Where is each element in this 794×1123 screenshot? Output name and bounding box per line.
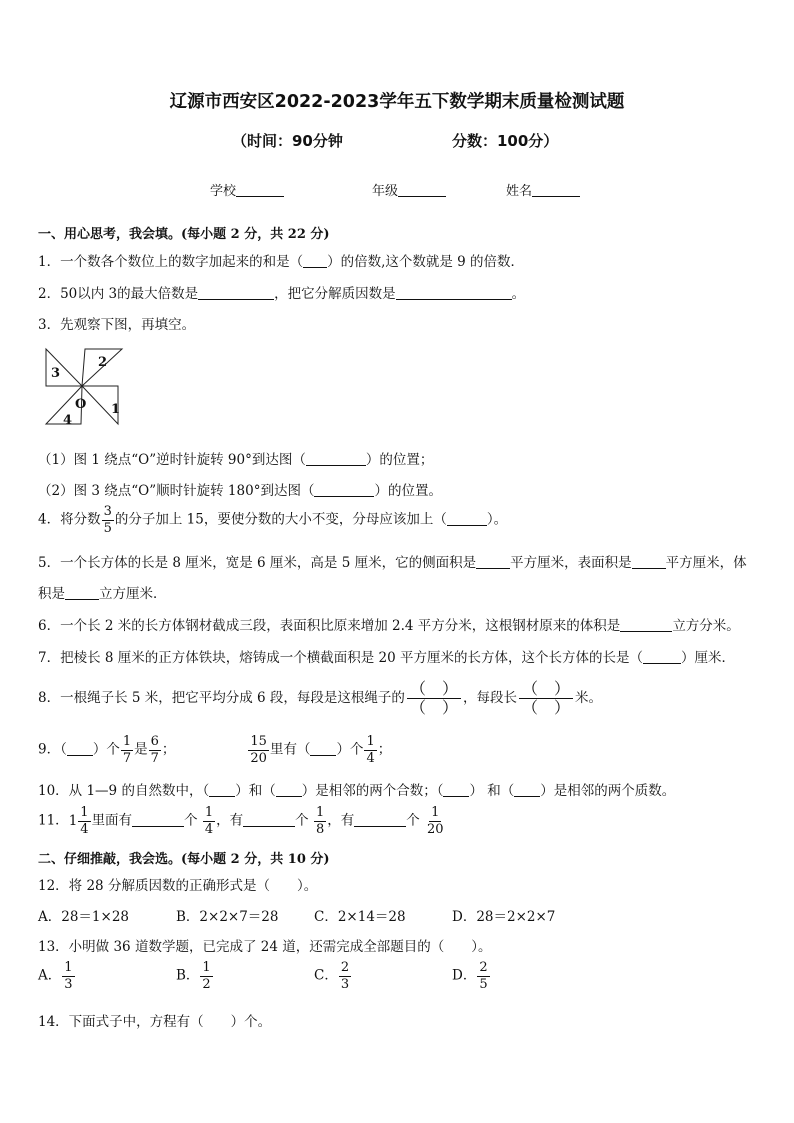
question-8: 8．一根绳子长 5 米，把它平均分成 6 段，每段是这根绳子的 （ ） （ ） ，每段长 （ ） （ ） 米。 (38, 679, 602, 717)
question-14: 14．下面式子中，方程有（ ）个。 (38, 1014, 272, 1030)
question-1: 1．一个数各个数位上的数字加起来的和是（ ）的倍数,这个数就是 9 的倍数． (38, 254, 525, 270)
score-label: 分数：100分） (452, 132, 559, 150)
option-b: B． $\frac{1}{2}$ (176, 960, 211, 992)
option-d: D．28＝2×2×7 (452, 909, 556, 925)
option-d: D． $\frac{2}{5}$ (452, 960, 488, 992)
question-5-line-2: 积是 立方厘米． (38, 586, 167, 602)
section-2-heading: 二、仔细推敲，我会选。(每小题 2 分，共 10 分) (38, 852, 330, 867)
name-field: 姓名 (506, 180, 580, 199)
question-3-1: （1）图 1 绕点“O”逆时针旋转 90°到达图（ ）的位置； (38, 452, 434, 468)
question-13-options (38, 961, 491, 991)
question-2: 2．50以内 3的最大倍数是 ，把它分解质因数是 。 (38, 286, 526, 302)
question-12-options (38, 905, 555, 925)
section-1-heading: 一、用心思考，我会填。(每小题 2 分，共 22 分) (38, 227, 330, 242)
figure-label-2: 2 (98, 355, 108, 370)
option-c: C．2×14＝28 (314, 909, 406, 925)
rotation-figure (44, 346, 124, 428)
figure-label-4: 4 (63, 413, 73, 428)
question-6: 6．一个长 2 米的长方体钢材截成三段，表面积比原来增加 2.4 平方分米，这根钢材原来的体积是 立方分米。 (38, 618, 740, 634)
question-13: 13．小明做 36 道数学题，已完成了 24 道，还需完成全部题目的（ ）。 (38, 939, 492, 955)
figure-label-3: 3 (51, 366, 61, 381)
figure-label-1: 1 (111, 402, 121, 417)
page-title: 辽源市西安区2022-2023学年五下数学期末质量检测试题 (169, 92, 625, 112)
question-10: 10．从 1—9 的自然数中，（ ）和（ ）是相邻的两个合数；（ ） 和（ ）是相邻的两个质数。 (38, 783, 676, 799)
grade-field: 年级 (372, 180, 446, 199)
option-a: A．28＝1×28 (38, 909, 130, 925)
option-c: C． $\frac{2}{3}$ (314, 960, 350, 992)
question-3: 3．先观察下图，再填空。 (38, 317, 196, 333)
question-5-line-1: 5．一个长方体的长是 8 厘米，宽是 6 厘米，高是 5 厘米，它的侧面积是 平方厘米，表面积是 平方厘米，体 (38, 555, 747, 571)
question-9: 9．（ ）个 $\frac{1}{7}$ 是 $\frac{6}{7}$ ； $\frac{15}{20}$ 里有（ ）个 $\frac{1}{4}$ ； (38, 734, 392, 766)
question-11: 11． 1 $\frac{1}{4}$ 里面有 个 $\frac{1}{4}$ ，有 个 $\frac{1}{8}$ ，有 个 $\frac{1}{20}$ (38, 805, 444, 837)
figure-label-o: O (75, 397, 87, 412)
school-field: 学校 (210, 180, 284, 199)
time-label: （时间：90分钟 (232, 132, 343, 150)
question-4: 4．将分数 $\frac{3}{5}$ 的分子加上 15，要使分数的大小不变，分母应该加上（ ）。 (38, 504, 508, 536)
option-a: A． $\frac{1}{3}$ (38, 960, 73, 992)
question-3-2: （2）图 3 绕点“O”顺时针旋转 180°到达图（ ）的位置。 (38, 483, 442, 499)
question-7: 7．把棱长 8 厘米的正方体铁块，熔铸成一个横截面积是 20 平方厘米的长方体，这个长方体的长是（ ）厘米． (38, 650, 736, 666)
question-12: 12．将 28 分解质因数的正确形式是（ ）。 (38, 878, 318, 894)
option-b: B．2×2×7＝28 (176, 909, 279, 925)
